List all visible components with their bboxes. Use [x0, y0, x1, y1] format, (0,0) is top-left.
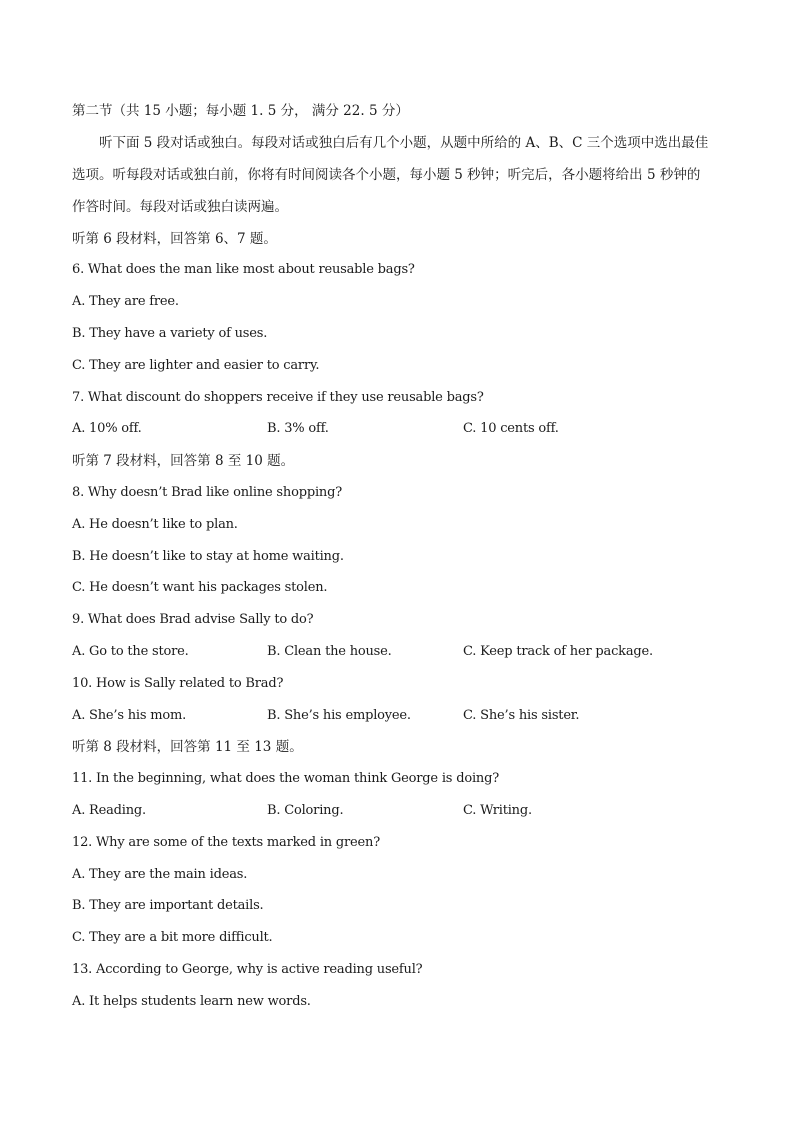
- question-10-option-b: B. She’s his employee.: [267, 708, 411, 723]
- question-11-options: [72, 803, 772, 819]
- question-9: 9. What does Brad advise Sally to do?: [72, 612, 314, 627]
- question-12-option-b: B. They are important details.: [72, 898, 264, 913]
- question-9-option-c: C. Keep track of her package.: [463, 644, 653, 659]
- question-9-option-b: B. Clean the house.: [267, 644, 392, 659]
- passage-intro-8: 听第 8 段材料，回答第 11 至 13 题。: [72, 739, 303, 755]
- section-heading: 第二节（共 15 小题；每小题 1. 5 分， 满分 22. 5 分）: [72, 103, 409, 119]
- question-7-option-b: B. 3% off.: [267, 421, 329, 436]
- instructions-line-1: 听下面 5 段对话或独白。每段对话或独白后有几个小题，从题中所给的 A、B、C 三个选项中选出最佳: [99, 135, 709, 151]
- question-10-options: [72, 708, 772, 724]
- question-7: 7. What discount do shoppers receive if they use reusable bags?: [72, 390, 484, 405]
- question-10: 10. How is Sally related to Brad?: [72, 676, 284, 691]
- passage-intro-7: 听第 7 段材料，回答第 8 至 10 题。: [72, 453, 295, 469]
- instructions-line-3: 作答时间。每段对话或独白读两遍。: [72, 199, 288, 215]
- question-6-option-c: C. They are lighter and easier to carry.: [72, 358, 320, 373]
- question-11-option-b: B. Coloring.: [267, 803, 344, 818]
- question-8: 8. Why doesn’t Brad like online shopping?: [72, 485, 342, 500]
- question-7-option-c: C. 10 cents off.: [463, 421, 559, 436]
- question-6-option-b: B. They have a variety of uses.: [72, 326, 268, 341]
- question-6: 6. What does the man like most about reusable bags?: [72, 262, 415, 277]
- question-12: 12. Why are some of the texts marked in green?: [72, 835, 380, 850]
- passage-intro-6: 听第 6 段材料，回答第 6、7 题。: [72, 231, 277, 247]
- instructions-line-2: 选项。听每段对话或独白前，你将有时间阅读各个小题，每小题 5 秒钟；听完后，各小题将给出 5 秒钟的: [72, 167, 701, 183]
- question-8-option-c: C. He doesn’t want his packages stolen.: [72, 580, 328, 595]
- question-8-option-b: B. He doesn’t like to stay at home waiting.: [72, 549, 344, 564]
- question-6-option-a: A. They are free.: [72, 294, 179, 309]
- question-9-options: [72, 644, 772, 660]
- question-10-option-a: A. She’s his mom.: [72, 708, 187, 723]
- question-10-option-c: C. She’s his sister.: [463, 708, 580, 723]
- question-11: 11. In the beginning, what does the woman think George is doing?: [72, 771, 499, 786]
- question-7-options: [72, 421, 772, 437]
- question-8-option-a: A. He doesn’t like to plan.: [72, 517, 238, 532]
- question-13-option-a: A. It helps students learn new words.: [72, 994, 311, 1009]
- question-9-option-a: A. Go to the store.: [72, 644, 189, 659]
- question-11-option-c: C. Writing.: [463, 803, 532, 818]
- question-12-option-c: C. They are a bit more difficult.: [72, 930, 273, 945]
- question-7-option-a: A. 10% off.: [72, 421, 142, 436]
- question-11-option-a: A. Reading.: [72, 803, 146, 818]
- question-12-option-a: A. They are the main ideas.: [72, 867, 248, 882]
- question-13: 13. According to George, why is active reading useful?: [72, 962, 423, 977]
